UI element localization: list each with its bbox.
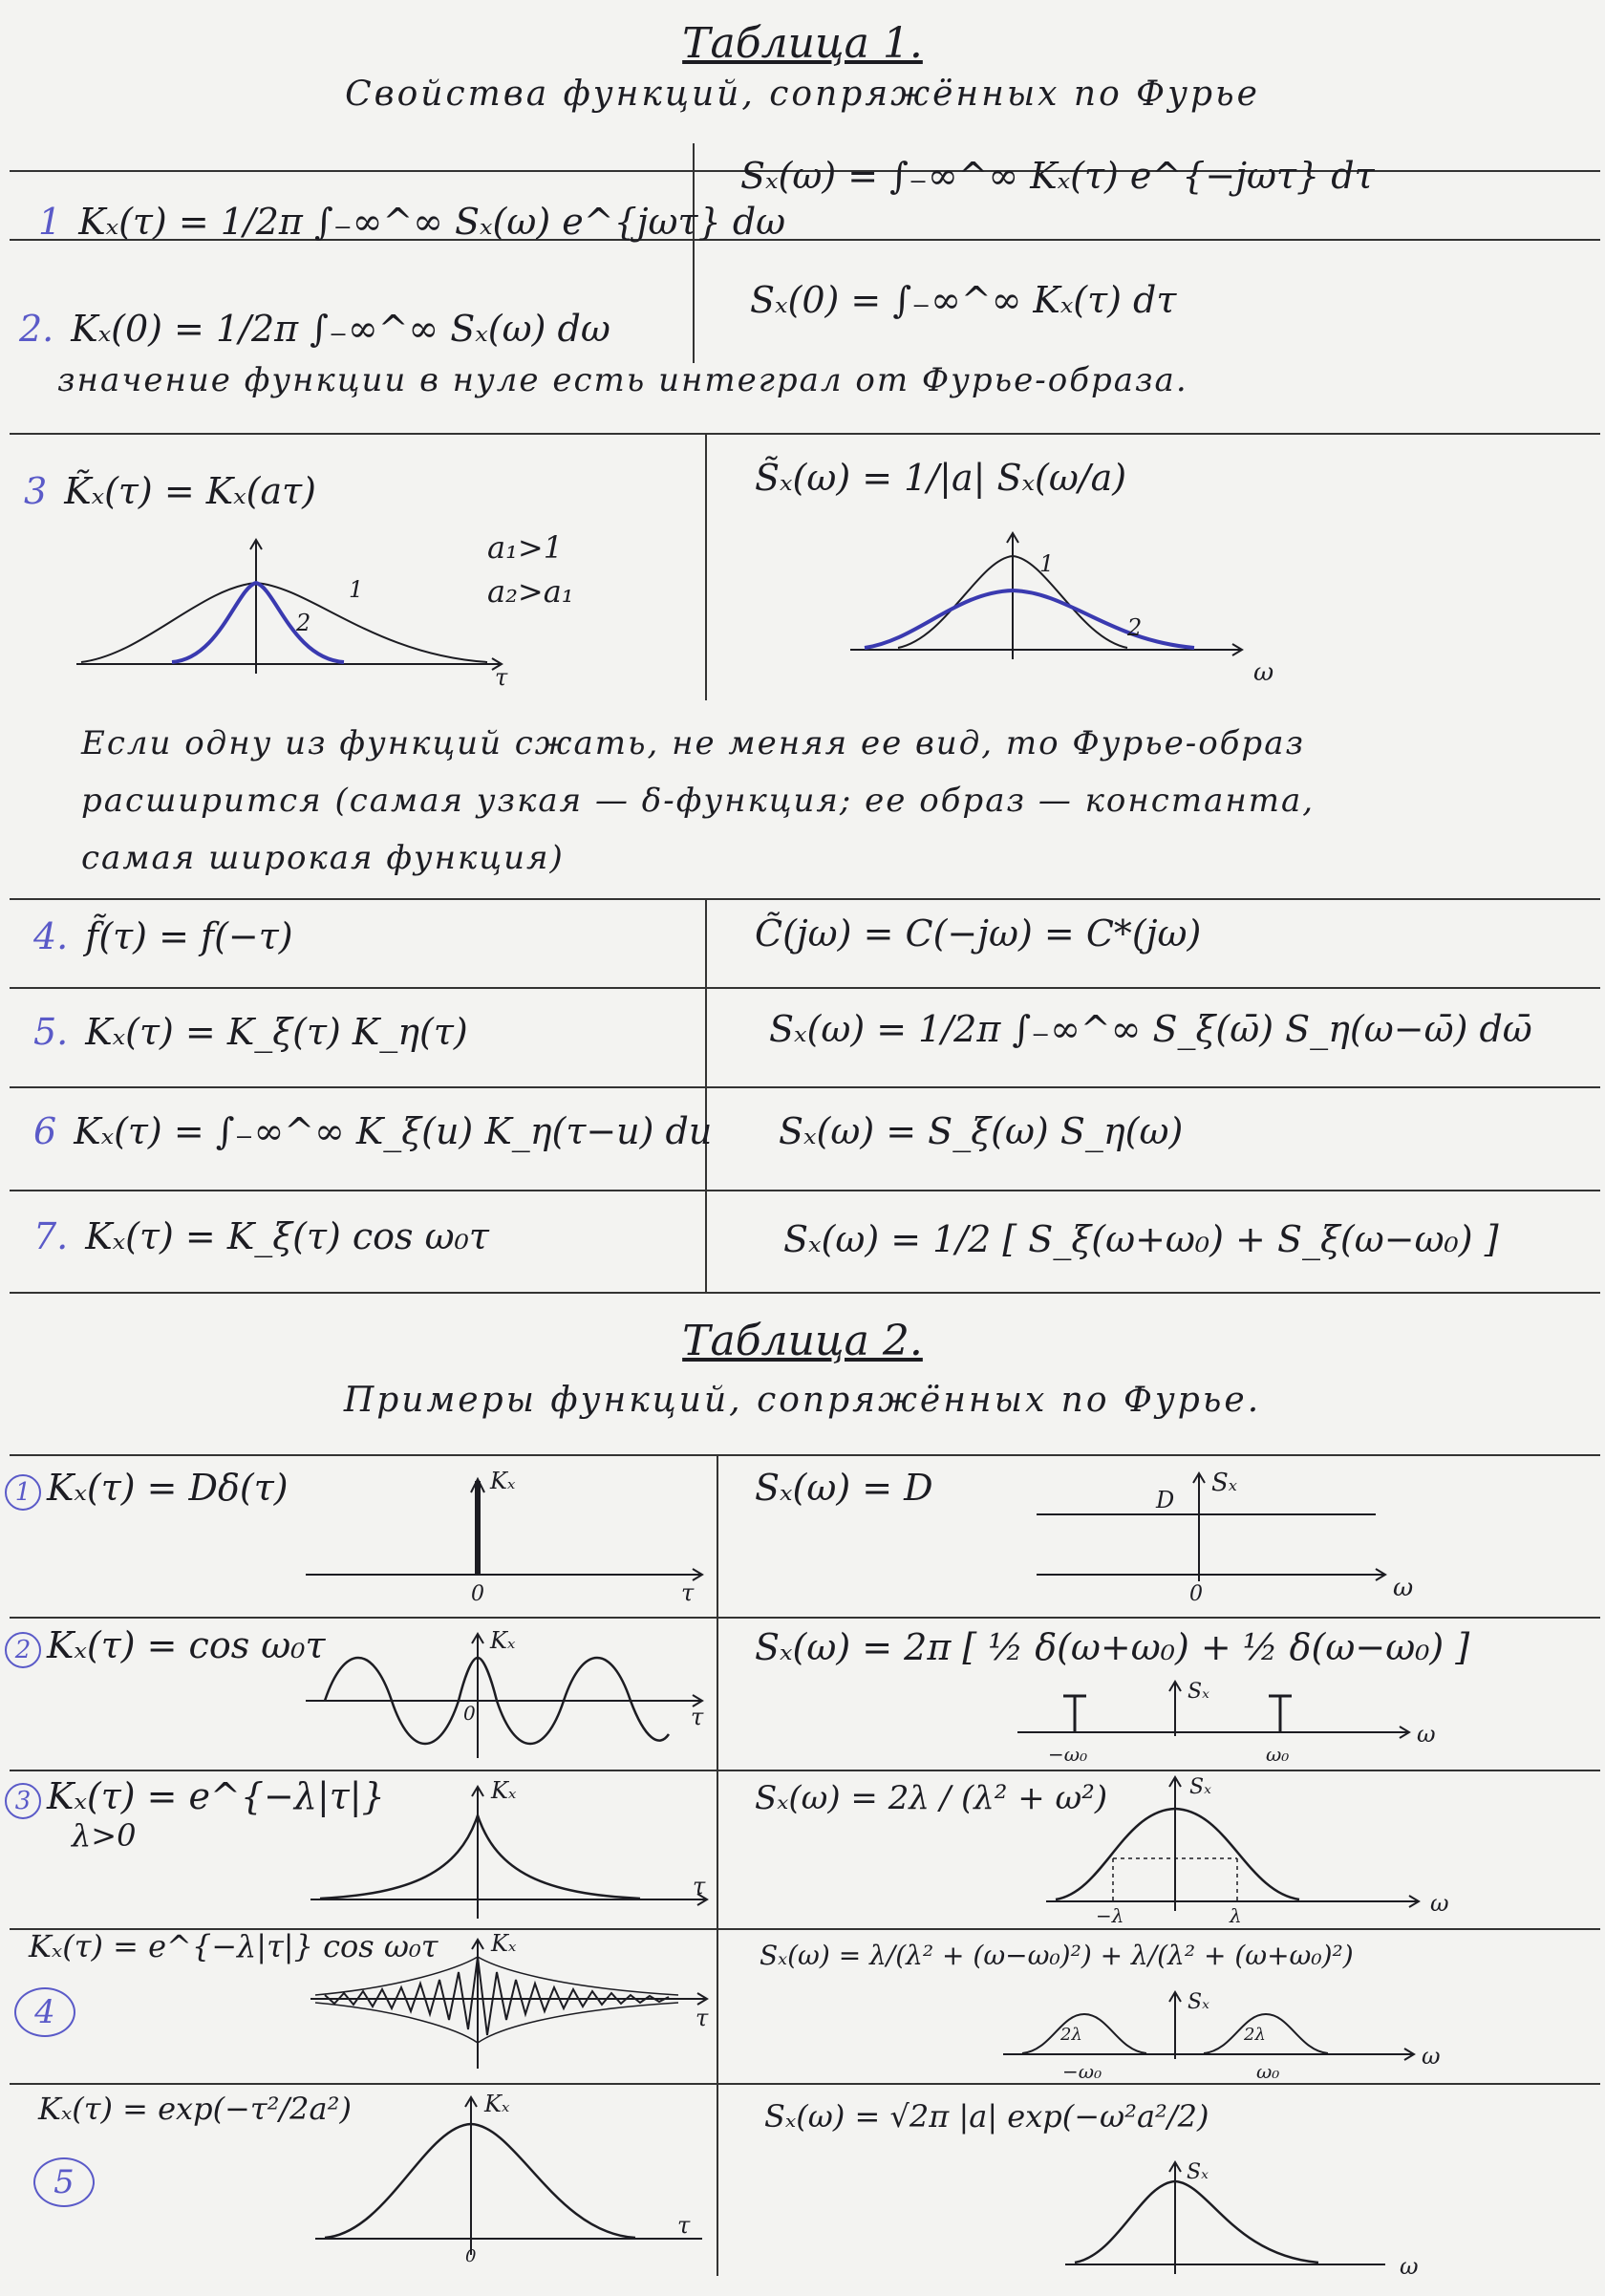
kx-axis-label: Kₓ [491, 1930, 517, 1957]
table2-row4-right: Sₓ(ω) = λ/(λ² + (ω−ω₀)²) + λ/(λ² + (ω+ω₀)²) [760, 1940, 1354, 1971]
note-line-3: самая широкая функция) [81, 839, 565, 877]
omega-label: ω [1253, 658, 1274, 687]
table1-row3-left-plot [67, 530, 516, 691]
table2-row1-right: Sₓ(ω) = D [755, 1467, 933, 1509]
divider [10, 1086, 1600, 1088]
table2-row2-left: 2 Kₓ(τ) = cos ω₀τ [5, 1624, 326, 1668]
omega-label: ω [1400, 2253, 1419, 2280]
origin-label: 0 [471, 1582, 484, 1606]
table2-row5-left: Kₓ(τ) = exp(−τ²/2a²) [38, 2091, 352, 2127]
curve-label-1: 1 [349, 576, 364, 603]
kx-axis-label: Kₓ [491, 1777, 517, 1804]
table1-row1-right: Sₓ(ω) = ∫₋∞^∞ Kₓ(τ) e^{−jωτ} dτ [740, 155, 1375, 197]
curve-label-1: 1 [1039, 550, 1055, 577]
delta-plot [301, 1462, 712, 1605]
origin-label: 0 [1189, 1582, 1203, 1606]
divider [10, 1292, 1600, 1294]
omega-label: ω [1422, 2043, 1441, 2070]
table2-row2-right: Sₓ(ω) = 2π [ ½ δ(ω+ω₀) + ½ δ(ω−ω₀) ] [755, 1626, 1470, 1668]
tau-label: τ [681, 1579, 695, 1606]
table1-row2-right: Sₓ(0) = ∫₋∞^∞ Kₓ(τ) dτ [750, 279, 1177, 321]
divider [10, 433, 1600, 435]
left-peak-width-label: 2λ [1060, 2025, 1082, 2045]
sx-axis-label: Sₓ [1188, 1680, 1209, 1704]
table1-row5-left: 5. Kₓ(τ) = K_ξ(τ) K_η(τ) [33, 1011, 468, 1053]
condition-a2: a₂>a₁ [487, 573, 574, 610]
condition-a1: a₁>1 [487, 529, 564, 566]
kx-axis-label: Kₓ [490, 1627, 516, 1654]
table1-row3-note [81, 715, 1315, 887]
table1-row2-note: значение функции в нуле есть интеграл от Фурье-образа. [57, 361, 1188, 399]
table1-subtitle: Свойства функций, сопряжённых по Фурье [345, 75, 1260, 114]
table1-row7-left: 7. Kₓ(τ) = K_ξ(τ) cos ω₀τ [33, 1215, 489, 1257]
table1-row3-left: 3 K̃ₓ(τ) = Kₓ(aτ) [24, 470, 316, 512]
lorentz-spectrum-plot [1037, 1772, 1466, 1925]
origin-label: 0 [463, 1702, 476, 1725]
exp-decay-plot [306, 1777, 717, 1920]
table1-row4-left: 4. f̃(τ) = f(−τ) [33, 915, 293, 957]
curve-label-2: 2 [1127, 614, 1143, 641]
damped-cosine-plot [306, 1930, 717, 2073]
origin-label: 0 [465, 2246, 477, 2266]
table2-row4-number: 4 [14, 1987, 75, 2037]
table2-row1-left: 1 Kₓ(τ) = Dδ(τ) [5, 1467, 289, 1511]
column-divider [693, 143, 695, 363]
w0-label: ω₀ [1256, 2060, 1280, 2083]
constant-spectrum-plot [1032, 1462, 1433, 1605]
note-line-1: Если одну из функций сжать, не меняя ее вид, то Фурье-образ [81, 724, 1306, 762]
table2-row3-condition: λ>0 [72, 1817, 137, 1854]
minus-lambda-label: −λ [1096, 1904, 1124, 1927]
table1-row6-left: 6 Kₓ(τ) = ∫₋∞^∞ K_ξ(u) K_η(τ−u) du [33, 1110, 713, 1152]
column-divider [705, 898, 707, 1292]
tau-label: τ [691, 1704, 704, 1730]
omega-label: ω [1417, 1721, 1436, 1748]
table1-row3-right: S̃ₓ(ω) = 1/|a| Sₓ(ω/a) [755, 457, 1127, 499]
divider [10, 1190, 1600, 1191]
divider [10, 987, 1600, 989]
sx-axis-label: Sₓ [1211, 1469, 1238, 1497]
table2-row5-right: Sₓ(ω) = √2π |a| exp(−ω²a²/2) [764, 2098, 1209, 2135]
table2-subtitle: Примеры функций, сопряжённых по Фурье. [343, 1381, 1262, 1420]
divider [10, 2083, 1600, 2085]
gaussian-plot [310, 2088, 721, 2269]
tau-label: τ [677, 2212, 691, 2239]
minus-w0-label: −ω₀ [1062, 2060, 1102, 2083]
note-line-2: расширится (самая узкая — δ-функция; ее образ — константа, [81, 782, 1316, 820]
divider [10, 1770, 1600, 1771]
lambda-label: λ [1230, 1904, 1242, 1927]
divider [10, 1454, 1600, 1456]
gaussian-spectrum-plot [1060, 2155, 1462, 2288]
column-divider [705, 433, 707, 700]
table2-row3-right: Sₓ(ω) = 2λ / (λ² + ω²) [755, 1779, 1108, 1817]
table1-title: Таблица 1. [682, 19, 923, 68]
kx-axis-label: Kₓ [490, 1468, 516, 1494]
d-label: D [1156, 1487, 1175, 1513]
sx-axis-label: Sₓ [1188, 1990, 1209, 2014]
table1-row6-right: Sₓ(ω) = S_ξ(ω) S_η(ω) [779, 1110, 1184, 1152]
cosine-spectrum-plot [1008, 1677, 1438, 1768]
sx-axis-label: Sₓ [1189, 1775, 1211, 1799]
curve-label-2: 2 [296, 610, 311, 636]
tau-label: τ [696, 2005, 709, 2031]
table1-row2-left: 2. Kₓ(0) = 1/2π ∫₋∞^∞ Sₓ(ω) dω [19, 308, 610, 350]
omega-label: ω [1430, 1890, 1449, 1917]
table1-row7-right: Sₓ(ω) = 1/2 [ S_ξ(ω+ω₀) + S_ξ(ω−ω₀) ] [783, 1218, 1499, 1260]
divider [10, 1617, 1600, 1619]
table1-row5-right: Sₓ(ω) = 1/2π ∫₋∞^∞ S_ξ(ω̄) S_η(ω−ω̄) dω̄ [769, 1008, 1532, 1050]
w0-label: ω₀ [1266, 1743, 1290, 1766]
cosine-plot [301, 1624, 712, 1768]
table2-row5-number: 5 [33, 2157, 95, 2207]
divider [10, 898, 1600, 900]
table1-row3-right-plot [841, 526, 1290, 688]
omega-label: ω [1393, 1574, 1414, 1602]
tau-label: τ [495, 664, 508, 691]
table1-row4-right: C̃(jω) = C(−jω) = C*(jω) [755, 912, 1202, 955]
sx-axis-label: Sₓ [1187, 2160, 1209, 2184]
minus-w0-label: −ω₀ [1048, 1743, 1088, 1766]
table2-row3-left: 3 Kₓ(τ) = e^{−λ|τ|} [5, 1775, 385, 1819]
table2-row4-left: Kₓ(τ) = e^{−λ|τ|} cos ω₀τ [29, 1928, 439, 1964]
tau-label: τ [693, 1873, 706, 1899]
right-peak-width-label: 2λ [1244, 2025, 1266, 2045]
table1-row1-left: 1 Kₓ(τ) = 1/2π ∫₋∞^∞ Sₓ(ω) e^{jωτ} dω [38, 201, 786, 243]
shifted-lorentz-spectrum-plot [994, 1987, 1443, 2083]
table2-title: Таблица 2. [682, 1317, 923, 1365]
kx-axis-label: Kₓ [484, 2091, 510, 2117]
